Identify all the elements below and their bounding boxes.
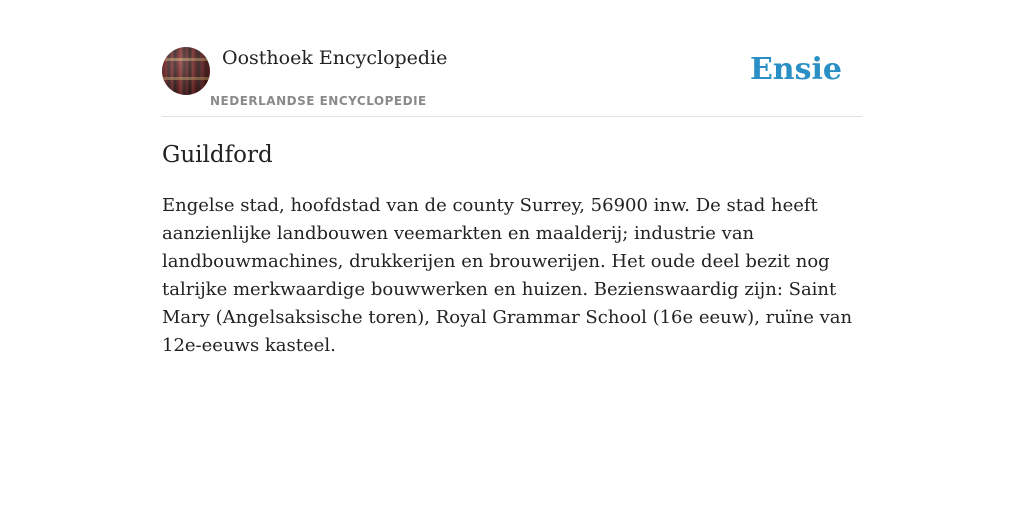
article-body: Engelse stad, hoofdstad van de county Surrey, 56900 inw. De stad heeft aanzienlijke landbouwen veemarkten en maalderij; industrie van landbouwmachines, drukkerijen en brouwerijen. Het oude deel bezit nog talrijke merkwaardige bouwwerken en huizen. Bezienswaardig zijn: Saint Mary (Angelsaksische toren), Royal Grammar School (16e eeuw), ruïne van 12e-eeuws kasteel.: [162, 195, 853, 356]
avatar-shade: [162, 47, 210, 95]
ensie-logo-link[interactable]: Ensie: [749, 52, 842, 87]
site-header: [162, 46, 862, 117]
site-name-link[interactable]: Oosthoek Encyclopedie: [222, 47, 448, 69]
article-title: Guildford: [162, 142, 273, 168]
encyclopedia-avatar[interactable]: [162, 47, 210, 95]
site-subtitle: NEDERLANDSE ENCYCLOPEDIE: [210, 94, 427, 108]
